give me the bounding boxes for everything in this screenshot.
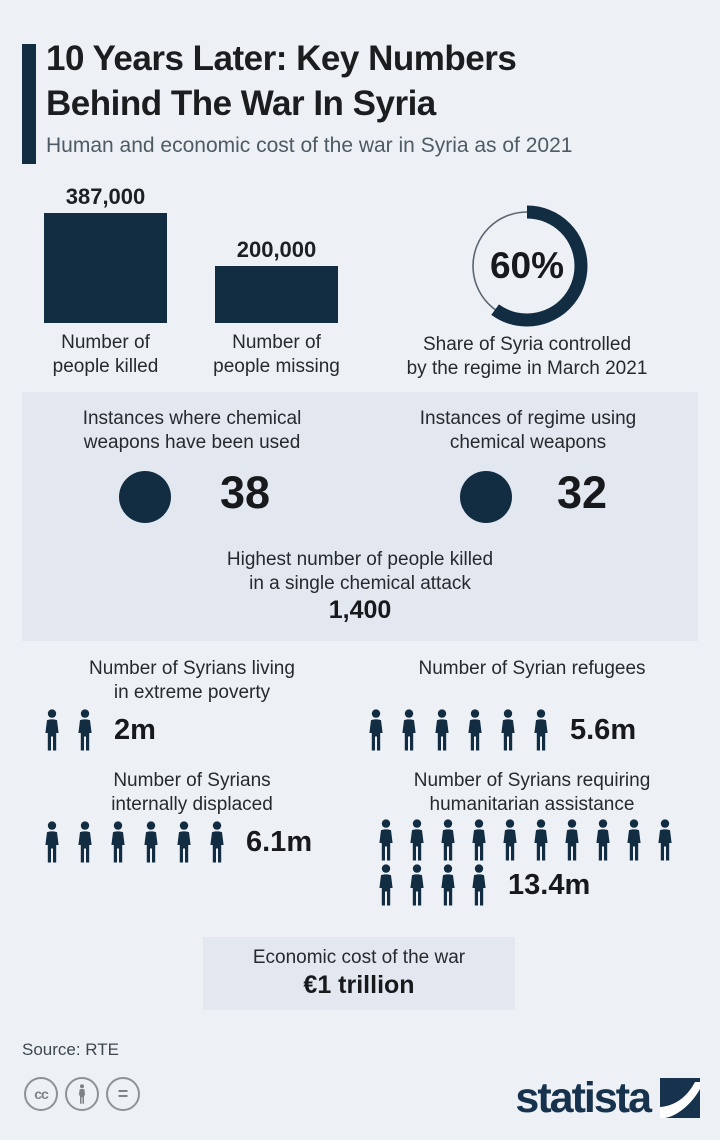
humanitarian-icons-row2 — [376, 864, 489, 906]
refugees-value: 5.6m — [570, 713, 637, 746]
chemical-left-value: 38 — [219, 467, 271, 518]
person-icon — [42, 821, 62, 863]
person-icon — [624, 819, 644, 861]
bar-value-missing: 200,000 — [236, 237, 317, 262]
person-icon — [593, 819, 613, 861]
person-icon — [407, 819, 427, 861]
cc-icon[interactable] — [24, 1077, 58, 1111]
person-icon — [108, 821, 128, 863]
statista-wordmark: statista — [515, 1073, 650, 1122]
poverty-value: 2m — [114, 713, 156, 746]
person-icon — [75, 821, 95, 863]
statista-logo-icon — [660, 1078, 700, 1118]
highest-killed-value: 1,400 — [328, 596, 392, 624]
chemical-right-value: 32 — [556, 467, 608, 518]
bar-caption-killed-line1: Number of — [61, 332, 150, 353]
person-icon — [465, 709, 485, 751]
cc-nd-icon-text: = — [117, 1083, 129, 1104]
cc-license[interactable] — [24, 1077, 140, 1111]
economic-cost-value: €1 trillion — [303, 971, 415, 999]
poverty-pictogram-row — [42, 709, 156, 751]
title-accent-bar — [22, 44, 36, 164]
person-icon — [141, 821, 161, 863]
donut-center-label: 60% — [489, 245, 565, 286]
humanitarian-icons-row1 — [376, 819, 675, 861]
person-icon — [469, 819, 489, 861]
refugees-heading: Number of Syrian refugees — [418, 658, 646, 679]
displaced-heading-line1: Number of Syrians — [113, 770, 271, 791]
person-icon — [438, 819, 458, 861]
page-title-line1: 10 Years Later: Key Numbers — [46, 39, 517, 78]
person-icon — [498, 709, 518, 751]
humanitarian-pictogram-row-2 — [376, 864, 590, 906]
bar-caption-killed-line2: people killed — [52, 356, 159, 377]
displaced-value: 6.1m — [246, 825, 313, 858]
chemical-left-heading — [42, 407, 342, 455]
person-icon — [562, 819, 582, 861]
person-icon — [399, 709, 419, 751]
displaced-heading — [42, 769, 342, 817]
bar-value-killed: 387,000 — [65, 184, 146, 209]
person-icon — [438, 864, 458, 906]
bar-caption-killed — [24, 331, 187, 379]
humanitarian-heading-line1: Number of Syrians requiring — [413, 770, 651, 791]
bar-people-missing — [215, 266, 338, 323]
cc-nd-icon[interactable] — [106, 1077, 140, 1111]
economic-cost-label: Economic cost of the war — [252, 947, 466, 968]
bar-caption-missing-line1: Number of — [232, 332, 321, 353]
humanitarian-pictogram-row-1 — [376, 819, 675, 861]
chemical-left-heading-line1: Instances where chemical — [82, 408, 302, 429]
page-title — [46, 36, 516, 126]
bar-people-killed — [44, 213, 167, 323]
chemical-right-heading-line1: Instances of regime using — [419, 408, 637, 429]
dot-icon-right — [460, 471, 512, 523]
dot-icon-left — [119, 471, 171, 523]
cc-attribution-icon[interactable] — [65, 1077, 99, 1111]
humanitarian-heading — [372, 769, 692, 817]
statista-logo[interactable] — [450, 1072, 700, 1124]
person-icon — [376, 864, 396, 906]
poverty-heading-line1: Number of Syrians living — [89, 658, 295, 679]
poverty-heading-line2: in extreme poverty — [113, 682, 271, 703]
person-icon — [207, 821, 227, 863]
source-credit: Source: RTE — [22, 1040, 120, 1059]
person-icon — [531, 709, 551, 751]
page-subtitle: Human and economic cost of the war in Syria as of 2021 — [46, 134, 573, 157]
person-icon — [42, 709, 62, 751]
displaced-pictogram-row — [42, 821, 312, 863]
economic-cost-box — [203, 937, 515, 1010]
poverty-heading — [42, 657, 342, 705]
highest-killed-heading — [110, 548, 610, 596]
refugees-icons — [366, 709, 551, 751]
poverty-icons — [42, 709, 95, 751]
donut-caption-line1: Share of Syria controlled — [422, 334, 632, 355]
highest-killed-line2: in a single chemical attack — [249, 573, 471, 594]
person-icon — [75, 709, 95, 751]
person-icon — [174, 821, 194, 863]
humanitarian-heading-line2: humanitarian assistance — [429, 794, 635, 815]
person-icon — [432, 709, 452, 751]
person-icon — [469, 864, 489, 906]
refugees-pictogram-row — [366, 709, 636, 751]
person-icon — [376, 819, 396, 861]
donut-caption — [377, 333, 677, 381]
chemical-right-heading-line2: chemical weapons — [449, 432, 607, 453]
person-icon — [531, 819, 551, 861]
person-icon — [500, 819, 520, 861]
donut-caption-line2: by the regime in March 2021 — [406, 358, 648, 379]
cc-icon-text: cc — [34, 1086, 48, 1102]
displaced-icons — [42, 821, 227, 863]
person-icon — [407, 864, 427, 906]
person-icon — [655, 819, 675, 861]
displaced-heading-line2: internally displaced — [111, 794, 273, 815]
bar-caption-missing — [195, 331, 358, 379]
highest-killed-line1: Highest number of people killed — [226, 549, 494, 570]
chemical-right-heading — [378, 407, 678, 455]
humanitarian-value: 13.4m — [508, 868, 591, 901]
page-title-line2: Behind The War In Syria — [46, 84, 436, 123]
bar-caption-missing-line2: people missing — [213, 356, 340, 377]
chemical-left-heading-line2: weapons have been used — [83, 432, 301, 453]
person-icon — [366, 709, 386, 751]
cc-person-icon — [76, 1084, 88, 1104]
